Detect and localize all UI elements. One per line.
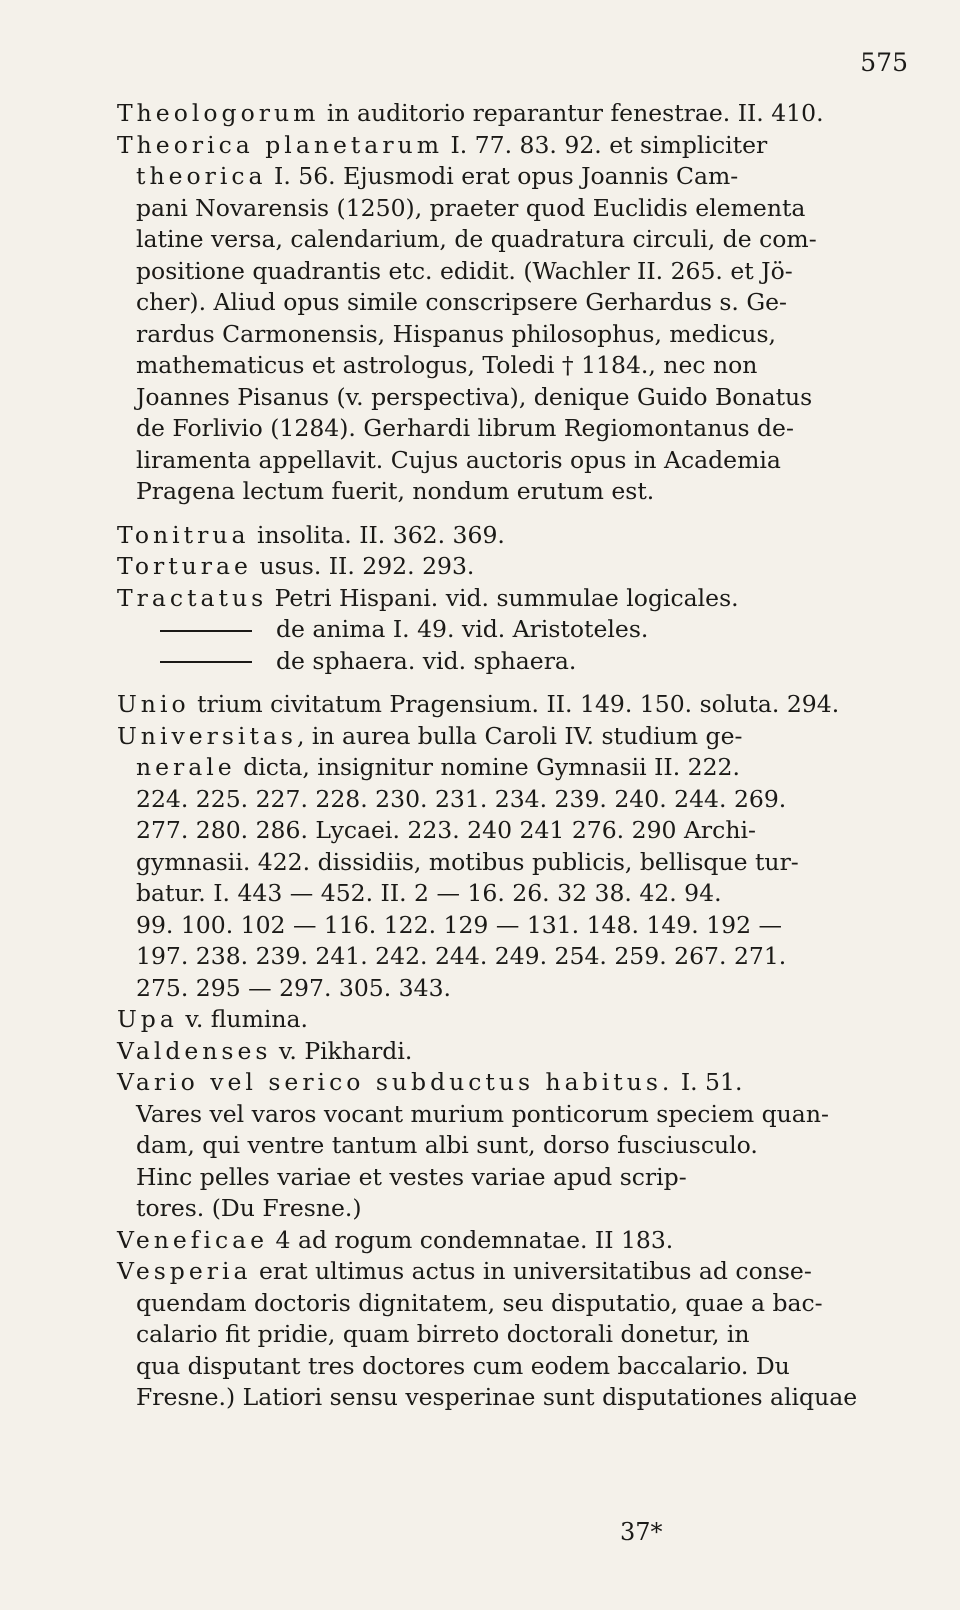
line-text: Vares vel varos vocant murium ponticorum speciem quan- [136,1099,829,1128]
line-text: 99. 100. 102 — 116. 122. 129 — 131. 148. 149. 192 — [136,910,783,939]
line-text: in auditorio reparantur fenestrae. II. 410. [319,99,824,127]
headword: Torturae [117,552,252,580]
text-line [0,1162,960,1194]
text-line [0,1193,960,1225]
headword: Vario vel serico subductus habitus. [117,1068,674,1096]
text-line [0,382,960,414]
text-line [0,878,960,910]
line-text: I. 77. 83. 92. et simpliciter [442,130,768,159]
index-text [0,98,960,1414]
headword: Tonitrua [117,520,250,549]
text-line [0,973,960,1005]
line-text: 197. 238. 239. 241. 242. 244. 249. 254. 259. 267. 271. [136,942,787,970]
text-line [0,193,960,225]
line-text: Petri Hispani. vid. summulae logicales. [267,583,739,612]
text-line [0,476,960,508]
text-line [0,1004,960,1036]
line-text: Hinc pelles variae et vestes variae apud scrip- [136,1162,687,1191]
text-line [0,815,960,847]
line-text: dam, qui ventre tantum albi sunt, dorso fusciusculo. [136,1131,758,1159]
text-line [0,1225,960,1257]
headword: Theologorum [117,99,320,127]
line-text: liramenta appellavit. Cujus auctoris opus in Academia [136,445,781,474]
line-text: latine versa, calendarium, de quadratura circuli, de com- [136,225,817,253]
paragraph-gap [0,508,960,520]
text-line [0,287,960,319]
text-line [0,98,960,130]
line-text: 275. 295 — 297. 305. 343. [136,973,452,1002]
headword: theorica [136,162,267,190]
line-text: v. flumina. [177,1005,308,1033]
text-line [0,350,960,382]
text-line [0,551,960,583]
text-line [0,1382,960,1414]
line-text: gymnasii. 422. dissidiis, motibus publicis, bellisque tur- [136,847,799,876]
text-line [0,1319,960,1351]
text-line [0,520,960,552]
line-text: pani Novarensis (1250), praeter quod Euclidis elementa [136,193,806,222]
text-line [0,847,960,879]
headword: nerale [136,753,236,781]
signature-mark: 37* [620,1518,663,1546]
line-text: qua disputant tres doctores cum eodem baccalario. Du [136,1351,790,1380]
text-line [0,1351,960,1383]
text-line [0,256,960,288]
text-line [0,445,960,477]
text-line [0,1130,960,1162]
line-text: I. 56. Ejusmodi erat opus Joannis Cam- [266,162,739,190]
text-line [0,224,960,256]
line-text: Pragena lectum fuerit, nondum erutum est. [136,477,655,505]
line-text: de anima I. 49. vid. Aristoteles. [276,615,649,643]
text-line [0,1067,960,1099]
line-text: cher). Aliud opus simile conscripsere Gerhardus s. Ge- [136,288,787,316]
line-text: de Forlivio (1284). Gerhardi librum Regiomontanus de- [136,414,794,442]
line-text: insolita. II. 362. 369. [249,520,505,549]
paragraph-gap [0,677,960,689]
ditto-dash [160,630,252,632]
text-line [0,583,960,615]
line-text: rardus Carmonensis, Hispanus philosophus, medicus, [136,319,776,348]
line-text: Fresne.) Latiori sensu vesperinae sunt disputationes aliquae [136,1383,858,1411]
ditto-dash [160,661,252,663]
line-text: calario fit pridie, quam birreto doctorali donetur, in [136,1320,750,1348]
line-text: I. 51. [673,1068,743,1096]
text-line [0,784,960,816]
headword: Theorica planetarum [117,130,443,159]
text-line [0,646,960,678]
line-text: 224. 225. 227. 228. 230. 231. 234. 239. 240. 244. 269. [136,784,787,813]
text-line [0,130,960,162]
headword: Valdenses [117,1036,272,1065]
text-line [0,1036,960,1068]
headword: Tractatus [117,583,268,612]
line-text: erat ultimus actus in universitatibus ad conse- [251,1257,812,1285]
headword: Upa [117,1005,178,1033]
line-text: , in aurea bulla Caroli IV. studium ge- [296,721,743,750]
line-text: trium civitatum Pragensium. II. 149. 150. soluta. 294. [189,690,840,718]
text-line [0,413,960,445]
text-line [0,614,960,646]
line-text: positione quadrantis etc. edidit. (Wachler II. 265. et Jö- [136,256,793,285]
text-line [0,910,960,942]
text-line [0,1288,960,1320]
line-text: Joannes Pisanus (v. perspectiva), denique Guido Bonatus [136,382,813,411]
line-text: batur. I. 443 — 452. II. 2 — 16. 26. 32 38. 42. 94. [136,879,722,907]
text-line [0,689,960,721]
headword: Vesperia [117,1257,252,1285]
text-line [0,1099,960,1131]
line-text: mathematicus et astrologus, Toledi † 1184., nec non [136,351,758,379]
text-line [0,161,960,193]
line-text: dicta, insignitur nomine Gymnasii II. 222. [235,753,740,781]
text-line [0,319,960,351]
text-line [0,752,960,784]
headword: Universitas [117,721,297,750]
text-line [0,1256,960,1288]
page-number: 575 [860,48,908,77]
line-text: quendam doctoris dignitatem, seu disputatio, quae a bac- [136,1288,823,1317]
line-text: tores. (Du Fresne.) [136,1194,362,1222]
headword: Unio [117,690,190,718]
text-line [0,941,960,973]
line-text: 4 ad rogum condemnatae. II 183. [268,1225,674,1254]
line-text: v. Pikhardi. [271,1036,413,1065]
line-text: usus. II. 292. 293. [251,552,475,580]
line-text: de sphaera. vid. sphaera. [276,646,577,675]
text-line [0,721,960,753]
line-text: 277. 280. 286. Lycaei. 223. 240 241 276. 290 Archi- [136,816,756,844]
headword: Veneficae [117,1225,269,1254]
